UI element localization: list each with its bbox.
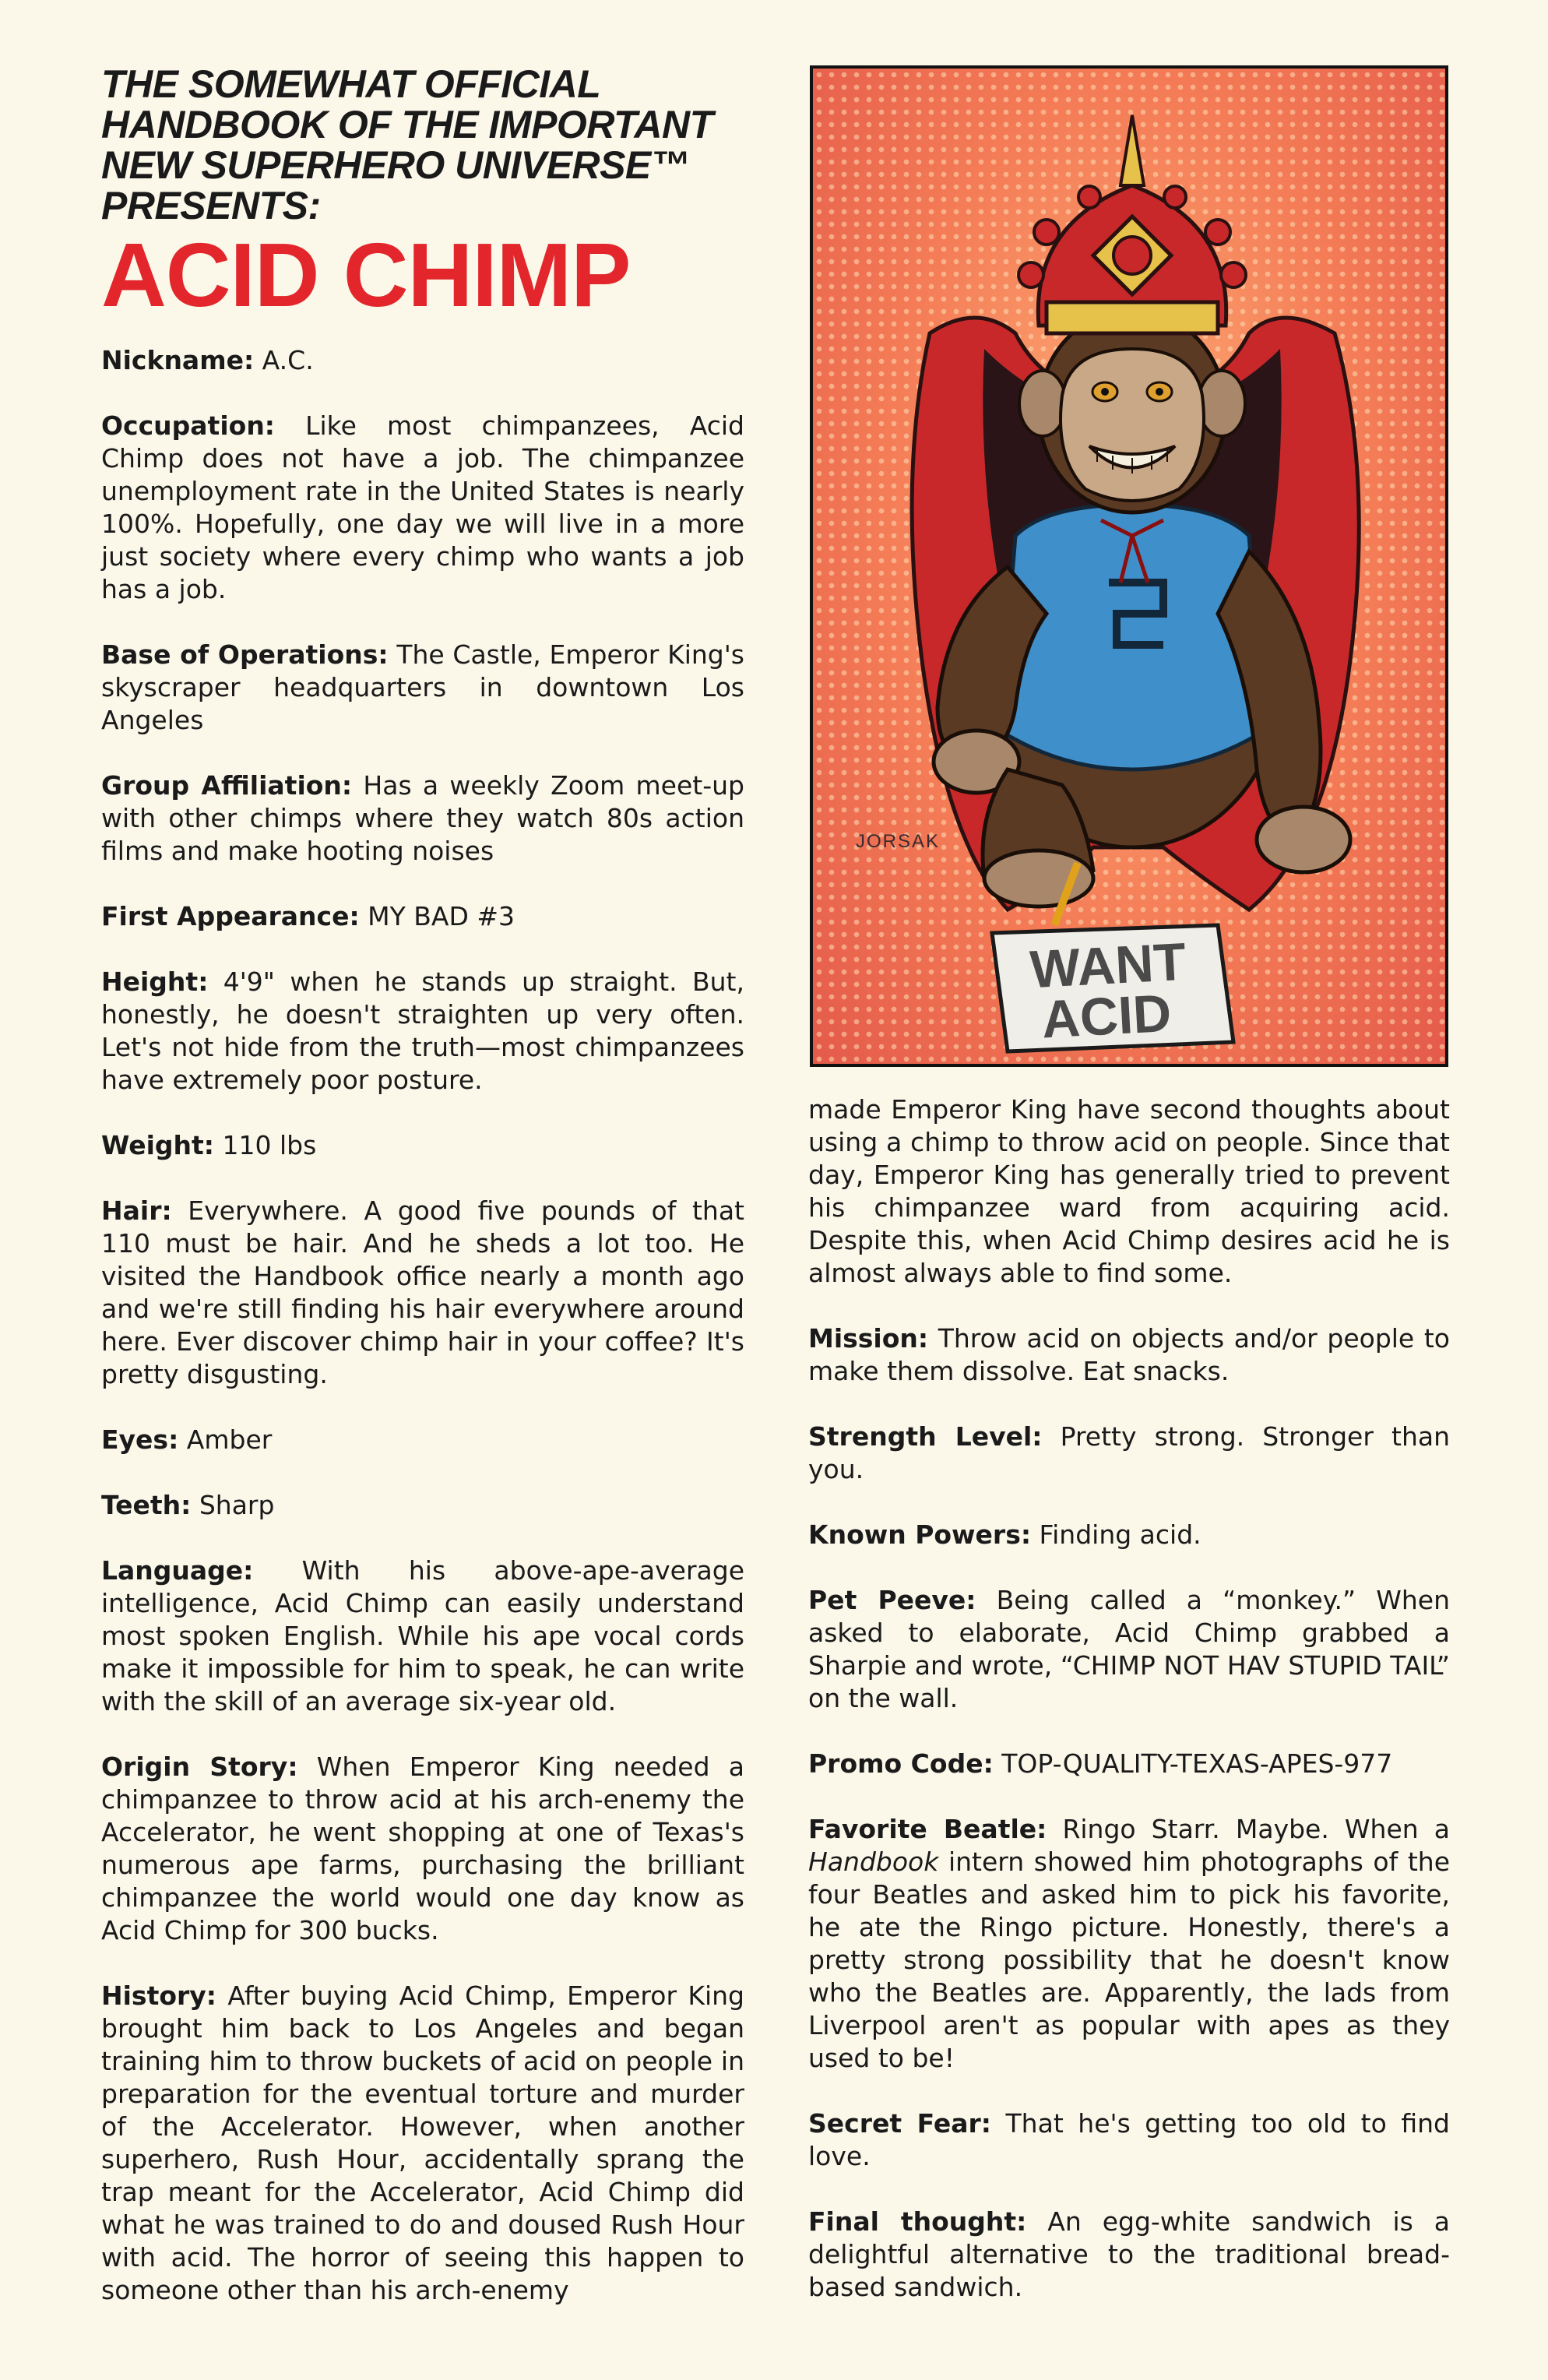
entry-label: Language: [101,1555,254,1586]
entry-label: Final thought: [808,2206,1027,2237]
crown-band [1047,302,1218,333]
entry-weight [101,1129,744,1162]
entry-hair [101,1195,744,1391]
entry-language [101,1554,744,1718]
entry-text: After buying Acid Chimp, Emperor King brought him back to Los Angeles and began training him to throw buckets of acid on people in preparation for the eventual torture and murder of the Accelerator. However, when another superhero, Rush Hour, accidentally sprang the trap meant for the Accelerator, Acid Chimp did what he was trained to do and doused Rush Hour with acid. The horror of seeing this happen to someone other than his arch-enemy [101,1980,744,2305]
entry-text: When Emperor King needed a chimpanzee to throw acid at his arch-enemy the Accelerator, he went shopping at one of Texas's numerous ape farms, purchasing the brilliant chimpanzee the world would one day know as Acid Chimp for 300 bucks. [101,1752,744,1945]
crown-ball [1078,186,1100,208]
entry-promo-code [808,1748,1450,1780]
entry-history [101,1980,744,2307]
entry-text: Amber [178,1424,273,1455]
entry-nickname [101,344,744,377]
entry-text: intern showed him photographs of the four Beatles and asked him to pick his favorite, he ate the Ringo picture. Honestly, there's a pretty strong possibility that he doesn't know who the Beatles are. Apparently, the lads from Liverpool aren't as popular with apes as they used to be! [808,1847,1450,2073]
entry-label: Origin Story: [101,1752,298,1782]
left-ear [1019,371,1066,436]
left-pupil [1101,388,1109,396]
entry-label: First Appearance: [101,901,360,931]
crown-ball [1205,220,1230,245]
entry-label: Hair: [101,1195,172,1226]
entry-text: made Emperor King have second thoughts about using a chimp to throw acid on people. Since that day, Emperor King has generally tried to prevent his chimpanzee ward from acquiring acid. Despite this, when Acid Chimp desires acid he is almost always able to find some. [808,1094,1450,1288]
entry-first-appearance [101,900,744,933]
left-foot [984,850,1093,907]
entry-label: Nickname: [101,345,255,375]
right-pupil [1156,388,1163,396]
entry-mission [808,1322,1450,1388]
entry-label: Teeth: [101,1490,192,1520]
entry-favorite-beatle [808,1813,1450,2075]
entry-text: An egg-white sandwich is a delightful alternative to the traditional bread-based sandwich. [808,2206,1450,2302]
entry-history-continued [808,1093,1450,1290]
entry-text: Sharp [191,1490,275,1520]
entry-text: Everywhere. A good five pounds of that 110 must be hair. And he sheds a lot too. He visited the Handbook office nearly a month ago and we're still finding his hair everywhere around here. Ever discover chimp hair in your coffee? It's pretty disgusting. [101,1195,744,1389]
header-line-1: THE SOMEWHAT OFFICIAL [101,62,601,106]
entry-text-italic: Handbook [808,1847,939,1877]
entry-strength [808,1421,1450,1486]
chimp-face [1061,349,1204,501]
entry-secret-fear [808,2107,1450,2173]
entry-text: With his above-ape-average intelligence, Acid Chimp can easily understand most spoken English. While his ape vocal cords make it impossible for him to speak, he can write with the skill of an average six-year old. [101,1555,744,1716]
entry-label: Pet Peeve: [808,1585,976,1615]
entry-text: A.C. [254,345,314,375]
page-header [101,62,771,326]
sign-line-2: ACID [1040,983,1173,1050]
right-ear [1198,371,1245,436]
entry-group [101,769,744,868]
entry-label: Promo Code: [808,1748,994,1779]
entry-text: Ringo Starr. Maybe. When a [1047,1814,1450,1844]
crown-emblem-center [1114,237,1151,274]
character-illustration [810,65,1448,1067]
entry-eyes [101,1424,744,1456]
entry-label: Strength Level: [808,1421,1043,1452]
entry-label: Secret Fear: [808,2108,991,2139]
entry-text: 4'9" when he stands up straight. But, honestly, he doesn't straighten up very often. Let's not hide from the truth—most chimpanzees have extremely poor posture. [101,966,744,1095]
crown-ball [1164,186,1186,208]
page-title: ACID CHIMP [101,224,631,326]
header-line-4: PRESENTS: [101,184,321,227]
entry-text: Has a weekly Zoom meet-up with other chimps where they watch 80s action films and make hooting noises [101,770,744,866]
entry-label: Group Affiliation: [101,770,353,801]
crown-ball [1221,262,1246,287]
entry-teeth [101,1489,744,1522]
header-line-3: NEW SUPERHERO UNIVERSE™ [101,143,690,187]
entry-text: 110 lbs [214,1130,317,1160]
entry-label: Known Powers: [808,1519,1032,1550]
entry-text: Like most chimpanzees, Acid Chimp does not have a job. The chimpanzee unemployment rate in the United States is nearly 100%. Hopefully, one day we will live in a more just society where every chimp who wants a job has a job. [101,410,744,604]
entry-origin [101,1751,744,1947]
artist-signature: JORSAK [856,831,941,852]
entry-occupation [101,410,744,606]
entry-label: Eyes: [101,1424,179,1455]
entry-powers [808,1519,1450,1551]
entry-text: Throw acid on objects and/or people to make them dissolve. Eat snacks. [808,1323,1450,1386]
entry-text: The Castle, Emperor King's skyscraper headquarters in downtown Los Angeles [101,639,744,735]
header-line-2: HANDBOOK OF THE IMPORTANT [101,103,713,146]
entry-text: Being called a “monkey.” When asked to elaborate, Acid Chimp grabbed a Sharpie and wrote, “CHIMP NOT HAV STUPID TAIL” on the wall. [808,1585,1450,1713]
entry-final-thought [808,2206,1450,2304]
entry-label: Occupation: [101,410,276,441]
sign-line-1: WANT [1028,931,1187,1000]
entry-text: That he's getting too old to find love. [808,2108,1450,2171]
entry-height [101,966,744,1097]
crown-spike [1121,115,1144,185]
entry-text: TOP-QUALITY-TEXAS-APES-977 [993,1748,1393,1779]
entry-text: Pretty strong. Stronger than you. [808,1421,1450,1484]
entry-label: Favorite Beatle: [808,1814,1047,1844]
entry-label: Base of Operations: [101,639,389,670]
left-column [101,344,744,2340]
entry-label: Mission: [808,1323,929,1354]
right-column [808,1093,1450,2336]
entry-base [101,639,744,737]
entry-label: Weight: [101,1130,215,1160]
crown-ball [1034,220,1059,245]
right-hand [1257,807,1350,872]
entry-text: MY BAD #3 [359,901,515,931]
entry-pet-peeve [808,1584,1450,1715]
entry-text: Finding acid. [1031,1519,1201,1550]
acid-chimp-artwork [813,69,1445,1064]
crown-ball [1019,262,1043,287]
entry-label: History: [101,1980,217,2011]
entry-label: Height: [101,966,209,997]
chimp-shirt [1000,505,1265,769]
